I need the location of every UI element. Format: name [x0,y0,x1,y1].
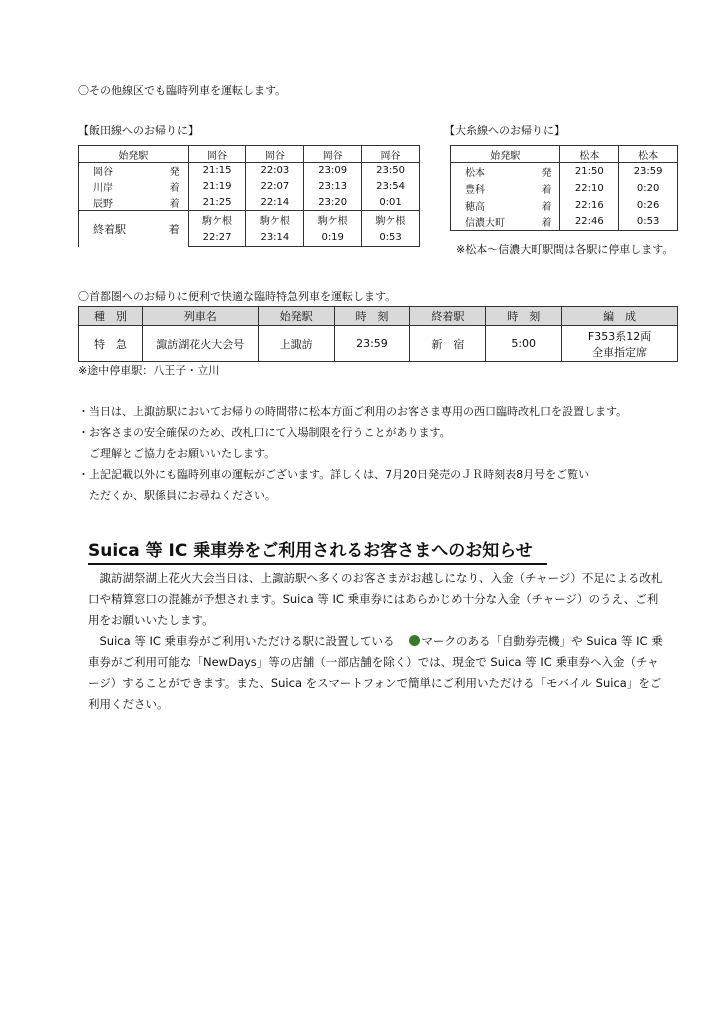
column-header: 時 刻 [486,307,562,326]
oito-timetable [450,145,678,231]
arr-dep-mark: 着 [541,184,552,196]
express-heading: 〇首都圏へのお帰りに便利で快適な臨時特急列車を運転します。 [78,290,397,303]
train-type: 特 急 [79,326,143,362]
express-table [78,306,678,362]
arr-dep-mark: 着 [541,218,552,230]
time-cell: 23:09 [304,163,362,179]
time-cell: 0:53 [362,229,420,247]
table-row [79,195,420,211]
arr-dep-mark: 着 [169,183,180,194]
station-name: 松本 [465,167,485,179]
formation [562,326,678,362]
time-cell: 21:19 [188,179,246,195]
arrival-time: 5:00 [486,326,562,362]
oito-col: 松本 [560,146,619,163]
column-header: 編 成 [562,307,678,326]
iida-heading: 【飯田線へのお帰りに】 [78,124,199,137]
arr-dep-mark: 発 [541,167,552,179]
dest-name: 駒ケ根 [188,211,246,229]
time-cell: 23:59 [619,163,678,180]
notice-line: ご理解とご協力をお願いいたします。 [78,447,276,460]
oito-header-row [451,146,678,163]
time-cell: 21:50 [560,163,619,180]
section-other-heading: 〇その他線区でも臨時列車を運転します。 [78,84,287,97]
arr-dep-mark: 発 [169,167,180,179]
arr-dep-mark: 着 [541,201,552,213]
station-name: 辰野 [93,198,113,210]
train-name: 諏訪湖花火大会号 [142,326,258,362]
station-name: 穂高 [465,201,485,213]
time-cell: 22:14 [246,195,304,211]
table-row [79,326,678,362]
time-cell: 22:03 [246,163,304,179]
arr-dep-mark: 着 [168,222,180,236]
dest-name: 駒ケ根 [362,211,420,229]
dest-name: 駒ケ根 [304,211,362,229]
time-cell: 23:50 [362,163,420,179]
table-row [79,211,420,229]
suica-body [88,568,668,715]
time-cell: 0:01 [362,195,420,211]
iida-col: 岡谷 [188,146,246,163]
notice-line: ・当日は、上諏訪駅においてお帰りの時間帯に松本方面ご利用のお客さま専用の西口臨時改札口を設置します。 [78,405,628,418]
origin-station: 上諏訪 [258,326,334,362]
table-row [451,163,678,180]
station-name: 岡谷 [93,167,113,179]
oito-heading: 【大糸線へのお帰りに】 [444,124,565,137]
terminal-station: 新 宿 [410,326,486,362]
table-row [79,179,420,195]
time-cell: 23:14 [246,229,304,247]
table-row [451,197,678,214]
time-cell: 21:15 [188,163,246,179]
iida-col: 岡谷 [362,146,420,163]
departure-time: 23:59 [334,326,410,362]
time-cell: 22:16 [560,197,619,214]
iida-col: 岡谷 [246,146,304,163]
column-header: 時 刻 [334,307,410,326]
dest-label: 終着駅 [93,222,126,236]
iida-timetable [78,145,420,247]
time-cell: 22:07 [246,179,304,195]
time-cell: 22:10 [560,180,619,197]
oito-note: ※松本～信濃大町駅間は各駅に停車します。 [456,243,674,256]
suica-charge-mark-icon [409,635,420,646]
suica-title: Suica 等 IC 乗車券をご利用されるお客さまへのお知らせ [88,536,547,565]
iida-col: 岡谷 [304,146,362,163]
column-header: 始発駅 [258,307,334,326]
time-cell: 0:20 [619,180,678,197]
iida-origin-label: 始発駅 [79,146,189,163]
oito-origin-label: 始発駅 [451,146,560,163]
time-cell: 0:53 [619,214,678,231]
time-cell: 23:54 [362,179,420,195]
table-row [451,214,678,231]
oito-col: 松本 [619,146,678,163]
suica-paragraph-2-start: Suica 等 IC 乗車券がご利用いただける駅に設置している [88,634,395,648]
time-cell: 0:26 [619,197,678,214]
express-stops-note: ※途中停車駅：八王子・立川 [78,364,220,377]
station-name: 豊科 [465,184,485,196]
time-cell: 21:25 [188,195,246,211]
notice-line: ・上記記載以外にも臨時列車の運転がございます。詳しくは、7月20日発売のＪＲ時刻表8月号をご覧い [78,468,590,481]
time-cell: 23:20 [304,195,362,211]
time-cell: 0:19 [304,229,362,247]
time-cell: 22:46 [560,214,619,231]
express-header-row [79,307,678,326]
table-row [79,163,420,179]
time-cell: 22:27 [188,229,246,247]
arr-dep-mark: 着 [169,198,180,210]
column-header: 終着駅 [410,307,486,326]
suica-paragraph-1: 諏訪湖祭湖上花火大会当日は、上諏訪駅へ多くのお客さまがお越しになり、入金（チャージ）不足による改札口や精算窓口の混雑が予想されます。Suica 等 IC 乗車券にはあらかじめ十分な入金（チャージ）のうえ、ご利用をお願いいたします。 [88,571,663,627]
suica-paragraph-2-end: マークのある「自動券売機」や Suica 等 IC 乗車券がご利用可能な「NewDays」等の店舗（一部店舗を除く）では、現金で Suica 等 IC 乗車券へ入金（チャージ）することができます。また、Suica をスマートフォンで簡単にご利用いただける「モバイル Suica」をご利用ください。 [88,634,663,711]
iida-header-row [79,146,420,163]
notice-line: ただくか、駅係員にお尋ねください。 [78,489,276,502]
column-header: 種 別 [79,307,143,326]
formation-line: 全車指定席 [592,345,648,359]
table-row [451,180,678,197]
station-name: 信濃大町 [465,218,505,230]
time-cell: 23:13 [304,179,362,195]
dest-name: 駒ケ根 [246,211,304,229]
suica-paragraph-2 [88,631,668,715]
notice-line: ・お客さまの安全確保のため、改札口にて入場制限を行うことがあります。 [78,426,451,439]
station-name: 川岸 [93,183,113,194]
formation-line: F353系12両 [587,329,652,343]
column-header: 列車名 [142,307,258,326]
